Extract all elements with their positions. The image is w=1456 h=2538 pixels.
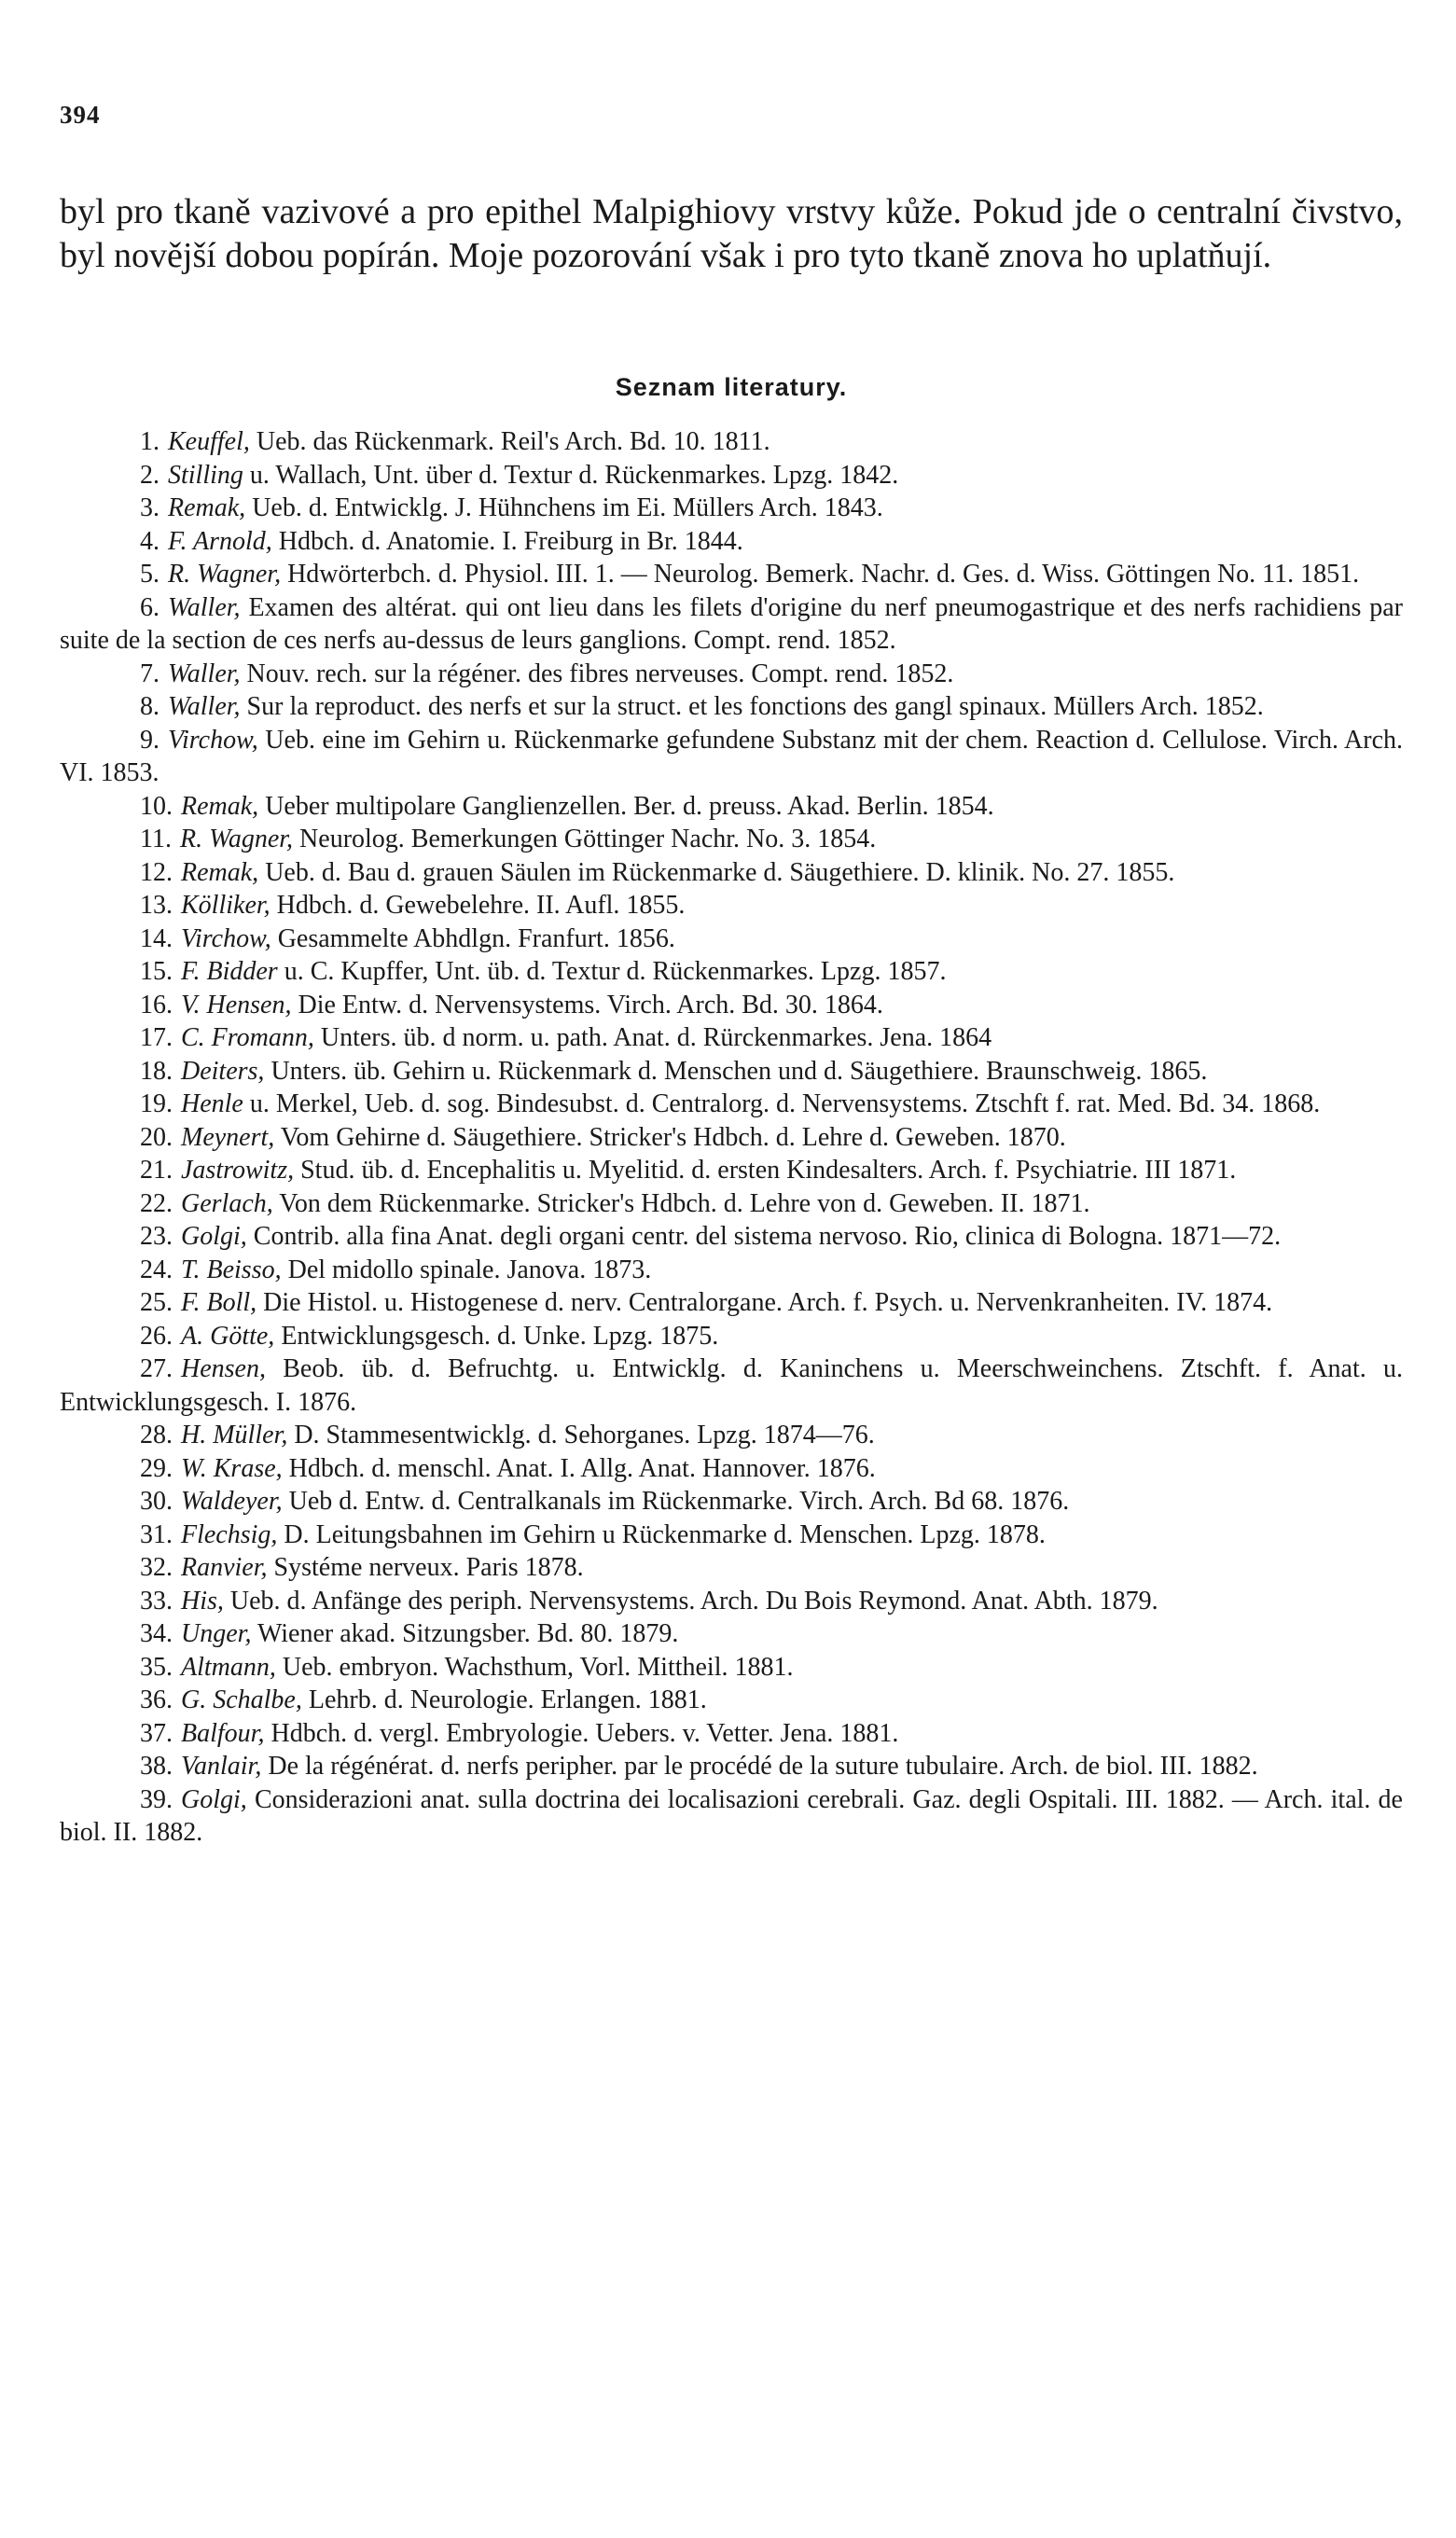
- reference-text: u. Merkel, Ueb. d. sog. Bindesubst. d. Centralorg. d. Nervensystems. Ztschft f. rat. Med. Bd. 34. 1868.: [249, 1089, 1321, 1118]
- reference-author: T. Beisso,: [181, 1255, 282, 1284]
- reference-author: Vanlair,: [181, 1752, 262, 1781]
- reference-number: 20.: [140, 1122, 173, 1152]
- reference-item: [60, 1783, 1403, 1850]
- reference-author: F. Boll,: [181, 1288, 257, 1317]
- reference-author: Henle: [181, 1089, 243, 1118]
- reference-number: 25.: [140, 1288, 173, 1317]
- reference-text: Ueb. d. Entwicklg. J. Hühnchens im Ei. Müllers Arch. 1843.: [252, 493, 883, 522]
- reference-number: 30.: [140, 1487, 173, 1516]
- reference-number: 39.: [140, 1784, 173, 1814]
- reference-text: Entwicklungsgesch. d. Unke. Lpzg. 1875.: [281, 1321, 719, 1351]
- reference-text: Hdbch. d. Anatomie. I. Freiburg in Br. 1844.: [278, 526, 743, 556]
- reference-number: 27.: [140, 1354, 173, 1383]
- reference-item: [60, 1585, 1403, 1618]
- reference-author: Remak,: [168, 493, 246, 522]
- reference-item: [60, 1220, 1403, 1254]
- reference-number: 3.: [140, 493, 159, 522]
- reference-text: Die Entw. d. Nervensystems. Virch. Arch. Bd. 30. 1864.: [298, 990, 883, 1019]
- reference-author: V. Hensen,: [181, 990, 292, 1019]
- reference-author: Golgi,: [181, 1222, 247, 1251]
- reference-item: [60, 1320, 1403, 1353]
- reference-text: Ueber multipolare Ganglienzellen. Ber. d. preuss. Akad. Berlin. 1854.: [265, 791, 994, 821]
- reference-number: 10.: [140, 791, 173, 821]
- reference-author: Unger,: [181, 1619, 252, 1648]
- reference-author: Virchow,: [168, 725, 258, 755]
- reference-number: 13.: [140, 891, 173, 920]
- reference-item: [60, 658, 1403, 691]
- reference-item: [60, 591, 1403, 658]
- reference-item: [60, 989, 1403, 1022]
- reference-author: Waldeyer,: [181, 1487, 283, 1516]
- reference-item: [60, 1519, 1403, 1552]
- reference-author: Meynert,: [181, 1122, 275, 1152]
- reference-author: Gerlach,: [181, 1188, 273, 1218]
- reference-number: 12.: [140, 857, 173, 887]
- reference-text: Hdbch. d. vergl. Embryologie. Uebers. v. Vetter. Jena. 1881.: [270, 1718, 899, 1748]
- reference-item: [60, 1254, 1403, 1287]
- reference-number: 29.: [140, 1453, 173, 1483]
- reference-author: C. Fromann,: [181, 1023, 314, 1052]
- reference-number: 4.: [140, 526, 159, 556]
- reference-author: Hensen,: [181, 1354, 266, 1383]
- reference-author: Waller,: [168, 592, 241, 622]
- reference-number: 18.: [140, 1056, 173, 1086]
- reference-author: Jastrowitz,: [181, 1156, 295, 1185]
- reference-text: Del midollo spinale. Janova. 1873.: [287, 1255, 652, 1284]
- reference-author: R. Wagner,: [168, 560, 282, 589]
- reference-number: 35.: [140, 1652, 173, 1682]
- reference-number: 38.: [140, 1752, 173, 1781]
- reference-author: G. Schalbe,: [181, 1685, 302, 1714]
- reference-text: Stud. üb. d. Encephalitis u. Myelitid. d. ersten Kindesalters. Arch. f. Psychiatrie. III 1871.: [300, 1156, 1237, 1185]
- reference-text: Ueb. das Rückenmark. Reil's Arch. Bd. 10. 1811.: [256, 427, 770, 456]
- reference-text: Contrib. alla fina Anat. degli organi centr. del sistema nervoso. Rio, clinica di Bologna. 1871—72.: [253, 1222, 1282, 1251]
- reference-text: Neurolog. Bemerkungen Göttinger Nachr. No. 3. 1854.: [299, 825, 877, 853]
- reference-item: [60, 889, 1403, 922]
- reference-number: 15.: [140, 957, 173, 986]
- reference-item: [60, 1750, 1403, 1783]
- reference-item: [60, 492, 1403, 525]
- reference-number: 34.: [140, 1619, 173, 1648]
- reference-text: Lehrb. d. Neurologie. Erlangen. 1881.: [308, 1685, 707, 1714]
- reference-text: Hdbch. d. menschl. Anat. I. Allg. Anat. Hannover. 1876.: [288, 1453, 876, 1483]
- reference-number: 28.: [140, 1421, 173, 1449]
- reference-item: [60, 425, 1403, 459]
- reference-item: [60, 1055, 1403, 1089]
- reference-number: 6.: [140, 592, 159, 622]
- reference-number: 1.: [140, 427, 159, 456]
- reference-author: W. Krase,: [181, 1453, 283, 1483]
- reference-item: [60, 955, 1403, 989]
- reference-item: [60, 790, 1403, 824]
- reference-item: [60, 1286, 1403, 1320]
- reference-item: [60, 1154, 1403, 1187]
- reference-author: Deiters,: [181, 1056, 265, 1086]
- reference-text: Hdwörterbch. d. Physiol. III. 1. — Neurolog. Bemerk. Nachr. d. Ges. d. Wiss. Göttingen No. 11. 1851.: [287, 560, 1360, 589]
- reference-text: Hdbch. d. Gewebelehre. II. Aufl. 1855.: [276, 891, 686, 920]
- reference-text: Ueb. d. Anfänge des periph. Nervensystems. Arch. Du Bois Reymond. Anat. Abth. 1879.: [229, 1586, 1158, 1616]
- reference-number: 11.: [140, 825, 172, 853]
- reference-author: Altmann,: [181, 1652, 276, 1682]
- reference-item: [60, 690, 1403, 724]
- reference-item: [60, 1684, 1403, 1717]
- reference-number: 33.: [140, 1586, 173, 1616]
- reference-item: [60, 823, 1403, 856]
- reference-number: 23.: [140, 1222, 173, 1251]
- reference-text: u. C. Kupffer, Unt. üb. d. Textur d. Rückenmarkes. Lpzg. 1857.: [284, 957, 947, 986]
- reference-number: 26.: [140, 1321, 173, 1351]
- intro-paragraph: byl pro tkaně vazivové a pro epithel Malpighiovy vrstvy kůže. Pokud jde o centralní čivstvo, byl novější dobou popírán. Moje pozorování však i pro tyto tkaně znova ho uplatňují.: [60, 192, 1403, 275]
- reference-number: 21.: [140, 1156, 173, 1185]
- reference-text: Nouv. rech. sur la régéner. des fibres nerveuses. Compt. rend. 1852.: [246, 659, 954, 688]
- reference-item: [60, 922, 1403, 956]
- reference-item: [60, 1651, 1403, 1685]
- reference-text: Die Histol. u. Histogenese d. nerv. Centralorgane. Arch. f. Psych. u. Nervenkranheiten. IV. 1874.: [263, 1288, 1273, 1317]
- reference-number: 5.: [140, 560, 159, 589]
- reference-author: A. Götte,: [181, 1321, 275, 1351]
- reference-text: Von dem Rückenmarke. Stricker's Hdbch. d. Lehre von d. Geweben. II. 1871.: [279, 1188, 1090, 1218]
- reference-number: 37.: [140, 1718, 173, 1748]
- reference-text: Examen des altérat. qui ont lieu dans les filets d'origine du nerf pneumogastrique et des nerfs rachidiens par suite de la section de ces nerfs au-dessus de leurs ganglions. Compt. rend. 1852.: [60, 592, 1404, 655]
- reference-author: Golgi,: [181, 1784, 247, 1814]
- reference-text: Beob. üb. d. Befruchtg. u. Entwicklg. d. Kaninchens u. Meerschweinchens. Ztschft. f. Anat. u. Entwicklungsgesch. I. 1876.: [60, 1354, 1404, 1417]
- reference-number: 14.: [140, 923, 173, 953]
- page-number: 394: [60, 101, 101, 129]
- reference-author: Stilling: [168, 460, 243, 490]
- reference-item: [60, 558, 1403, 591]
- section-heading: Seznam literatury.: [615, 373, 848, 401]
- reference-number: 9.: [140, 725, 159, 755]
- reference-author: F. Bidder: [181, 957, 278, 986]
- reference-item: [60, 724, 1403, 790]
- reference-author: Waller,: [168, 659, 241, 688]
- reference-number: 2.: [140, 460, 159, 490]
- reference-item: [60, 1352, 1403, 1419]
- reference-item: [60, 1717, 1403, 1751]
- reference-item: [60, 1452, 1403, 1486]
- reference-text: Ueb. embryon. Wachsthum, Vorl. Mittheil. 1881.: [282, 1652, 794, 1682]
- reference-number: 36.: [140, 1685, 173, 1714]
- reference-item: [60, 1021, 1403, 1055]
- reference-number: 7.: [140, 659, 159, 688]
- reference-author: H. Müller,: [181, 1421, 288, 1449]
- reference-number: 19.: [140, 1089, 173, 1118]
- reference-text: Ueb d. Entw. d. Centralkanals im Rückenmarke. Virch. Arch. Bd 68. 1876.: [288, 1487, 1070, 1516]
- reference-item: [60, 1088, 1403, 1121]
- reference-text: Considerazioni anat. sulla doctrina dei localisazioni cerebrali. Gaz. degli Ospitali. III. 1882. — Arch. ital. de biol. II. 1882.: [60, 1784, 1403, 1847]
- reference-item: [60, 1485, 1403, 1519]
- reference-author: Virchow,: [181, 923, 271, 953]
- reference-text: Systéme nerveux. Paris 1878.: [273, 1553, 584, 1582]
- reference-text: Vom Gehirne d. Säugethiere. Stricker's Hdbch. d. Lehre d. Geweben. 1870.: [280, 1122, 1066, 1152]
- reference-item: [60, 1187, 1403, 1221]
- reference-text: Sur la reproduct. des nerfs et sur la struct. et les fonctions des gangl spinaux. Müllers Arch. 1852.: [246, 692, 1264, 721]
- reference-author: Balfour,: [181, 1718, 265, 1748]
- reference-author: Keuffel,: [168, 427, 250, 456]
- reference-text: D. Stammesentwicklg. d. Sehorganes. Lpzg. 1874—76.: [294, 1421, 875, 1449]
- reference-text: u. Wallach, Unt. über d. Textur d. Rückenmarkes. Lpzg. 1842.: [249, 460, 899, 490]
- reference-text: Ueb. d. Bau d. grauen Säulen im Rückenmarke d. Säugethiere. D. klinik. No. 27. 1855.: [265, 857, 1175, 887]
- reference-number: 8.: [140, 692, 159, 721]
- reference-text: De la régénérat. d. nerfs peripher. par le procédé de la suture tubulaire. Arch. de biol. III. 1882.: [268, 1752, 1258, 1781]
- reference-item: [60, 1551, 1403, 1585]
- reference-author: Flechsig,: [181, 1519, 278, 1549]
- reference-number: 32.: [140, 1553, 173, 1582]
- reference-author: Ranvier,: [181, 1553, 268, 1582]
- reference-text: Gesammelte Abhdlgn. Franfurt. 1856.: [277, 923, 675, 953]
- reference-text: Unters. üb. d norm. u. path. Anat. d. Rürckenmarkes. Jena. 1864: [320, 1023, 992, 1052]
- reference-text: Wiener akad. Sitzungsber. Bd. 80. 1879.: [257, 1619, 679, 1648]
- reference-list: [60, 425, 1403, 1850]
- reference-author: Kölliker,: [181, 891, 270, 920]
- reference-number: 22.: [140, 1188, 173, 1218]
- reference-item: [60, 856, 1403, 890]
- reference-author: His,: [181, 1586, 224, 1616]
- reference-item: [60, 1419, 1403, 1452]
- reference-author: Remak,: [181, 791, 259, 821]
- reference-text: Ueb. eine im Gehirn u. Rückenmarke gefundene Substanz mit der chem. Reaction d. Cellulose. Virch. Arch. VI. 1853.: [60, 725, 1404, 787]
- reference-number: 17.: [140, 1023, 173, 1052]
- reference-item: [60, 459, 1403, 492]
- reference-item: [60, 1121, 1403, 1155]
- reference-number: 16.: [140, 990, 173, 1019]
- reference-number: 31.: [140, 1519, 173, 1549]
- reference-author: Waller,: [168, 692, 241, 721]
- reference-text: D. Leitungsbahnen im Gehirn u Rückenmarke d. Menschen. Lpzg. 1878.: [284, 1519, 1046, 1549]
- reference-number: 24.: [140, 1255, 173, 1284]
- reference-author: F. Arnold,: [168, 526, 272, 556]
- reference-item: [60, 1617, 1403, 1651]
- reference-item: [60, 525, 1403, 559]
- reference-author: Remak,: [181, 857, 259, 887]
- reference-text: Unters. üb. Gehirn u. Rückenmark d. Menschen und d. Säugethiere. Braunschweig. 1865.: [270, 1056, 1208, 1086]
- reference-author: R. Wagner,: [179, 825, 294, 853]
